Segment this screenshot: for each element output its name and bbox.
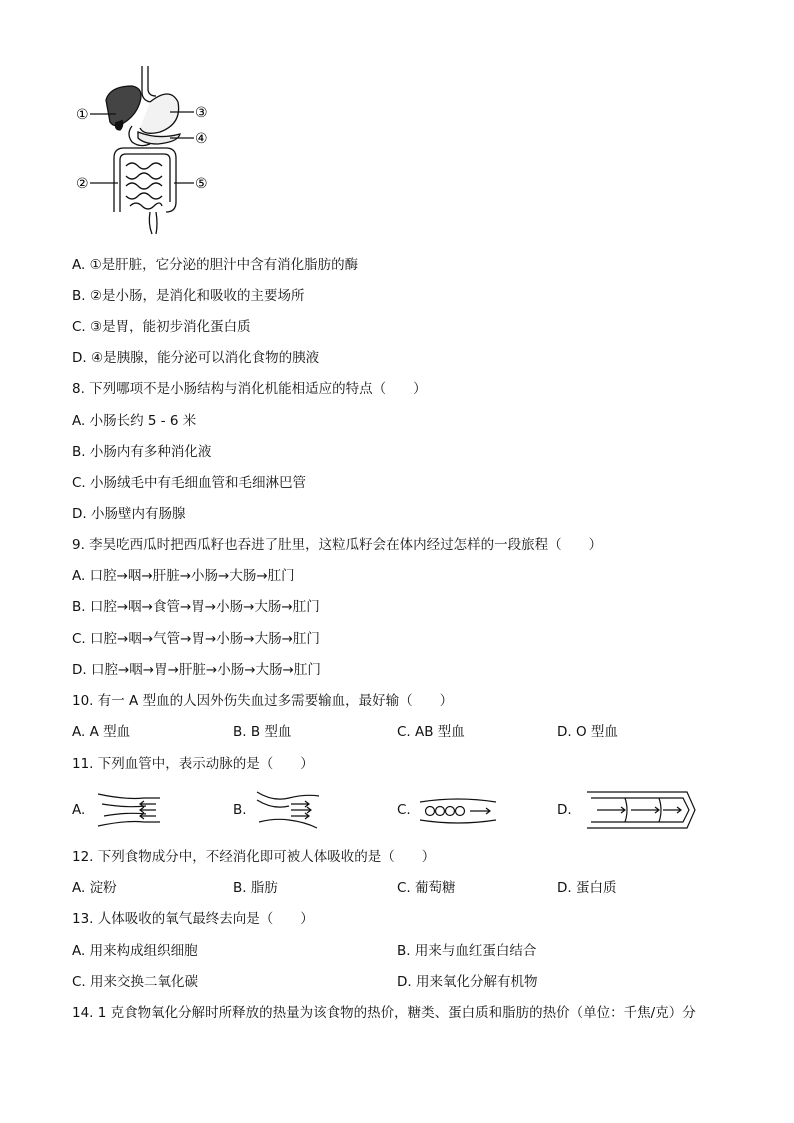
q12-option-a[interactable]: A. 淀粉 <box>72 880 117 896</box>
q8-option-d[interactable]: D. 小肠壁内有肠腺 <box>72 506 186 522</box>
vessel-d-figure <box>585 790 700 830</box>
q11-option-b[interactable]: B. <box>233 802 247 818</box>
q9-option-a[interactable]: A. 口腔→咽→肝脏→小肠→大肠→肛门 <box>72 568 295 584</box>
q10-stem: 10. 有一 A 型血的人因外伤失血过多需要输血，最好输（ ） <box>72 693 454 709</box>
digestive-system-figure <box>70 62 220 237</box>
q9-stem: 9. 李昊吃西瓜时把西瓜籽也吞进了肚里，这粒瓜籽会在体内经过怎样的一段旅程（ ） <box>72 537 603 553</box>
q13-option-d[interactable]: D. 用来氧化分解有机物 <box>397 974 538 990</box>
label-4: ④ <box>195 131 208 147</box>
label-5: ⑤ <box>195 176 208 192</box>
q11-option-d[interactable]: D. <box>557 802 572 818</box>
q13-stem: 13. 人体吸收的氧气最终去向是（ ） <box>72 911 314 927</box>
q10-option-d[interactable]: D. O 型血 <box>557 724 618 740</box>
q9-option-b[interactable]: B. 口腔→咽→食管→胃→小肠→大肠→肛门 <box>72 599 320 615</box>
q8-option-c[interactable]: C. 小肠绒毛中有毛细血管和毛细淋巴管 <box>72 475 307 491</box>
q7-option-a[interactable]: A. ①是肝脏，它分泌的胆汁中含有消化脂肪的酶 <box>72 257 359 273</box>
label-2: ② <box>76 176 89 192</box>
q11-stem: 11. 下列血管中，表示动脉的是（ ） <box>72 756 314 772</box>
q13-option-b[interactable]: B. 用来与血红蛋白结合 <box>397 943 537 959</box>
q11-option-a[interactable]: A. <box>72 802 86 818</box>
q11-option-c[interactable]: C. <box>397 802 411 818</box>
q14-stem: 14. 1 克食物氧化分解时所释放的热量为该食物的热价，糖类、蛋白质和脂肪的热价（单位：千焦/克）分 <box>72 1005 696 1021</box>
q8-option-b[interactable]: B. 小肠内有多种消化液 <box>72 444 212 460</box>
q13-option-a[interactable]: A. 用来构成组织细胞 <box>72 943 198 959</box>
q7-option-b[interactable]: B. ②是小肠，是消化和吸收的主要场所 <box>72 288 305 304</box>
q9-option-d[interactable]: D. 口腔→咽→胃→肝脏→小肠→大肠→肛门 <box>72 662 321 678</box>
vessel-a-figure <box>96 790 166 830</box>
q12-option-d[interactable]: D. 蛋白质 <box>557 880 617 896</box>
q12-option-c[interactable]: C. 葡萄糖 <box>397 880 456 896</box>
q8-stem: 8. 下列哪项不是小肠结构与消化机能相适应的特点（ ） <box>72 381 427 397</box>
vessel-c-figure <box>418 796 498 826</box>
q10-option-b[interactable]: B. B 型血 <box>233 724 292 740</box>
q13-option-c[interactable]: C. 用来交换二氧化碳 <box>72 974 199 990</box>
q10-option-a[interactable]: A. A 型血 <box>72 724 131 740</box>
vessel-b-figure <box>255 788 325 832</box>
q12-option-b[interactable]: B. 脂肪 <box>233 880 278 896</box>
q7-option-c[interactable]: C. ③是胃，能初步消化蛋白质 <box>72 319 251 335</box>
q9-option-c[interactable]: C. 口腔→咽→气管→胃→小肠→大肠→肛门 <box>72 631 320 647</box>
label-1: ① <box>76 107 89 123</box>
q7-option-d[interactable]: D. ④是胰腺，能分泌可以消化食物的胰液 <box>72 350 320 366</box>
q10-option-c[interactable]: C. AB 型血 <box>397 724 465 740</box>
q8-option-a[interactable]: A. 小肠长约 5 - 6 米 <box>72 413 197 429</box>
label-3: ③ <box>195 105 208 121</box>
q12-stem: 12. 下列食物成分中，不经消化即可被人体吸收的是（ ） <box>72 849 436 865</box>
